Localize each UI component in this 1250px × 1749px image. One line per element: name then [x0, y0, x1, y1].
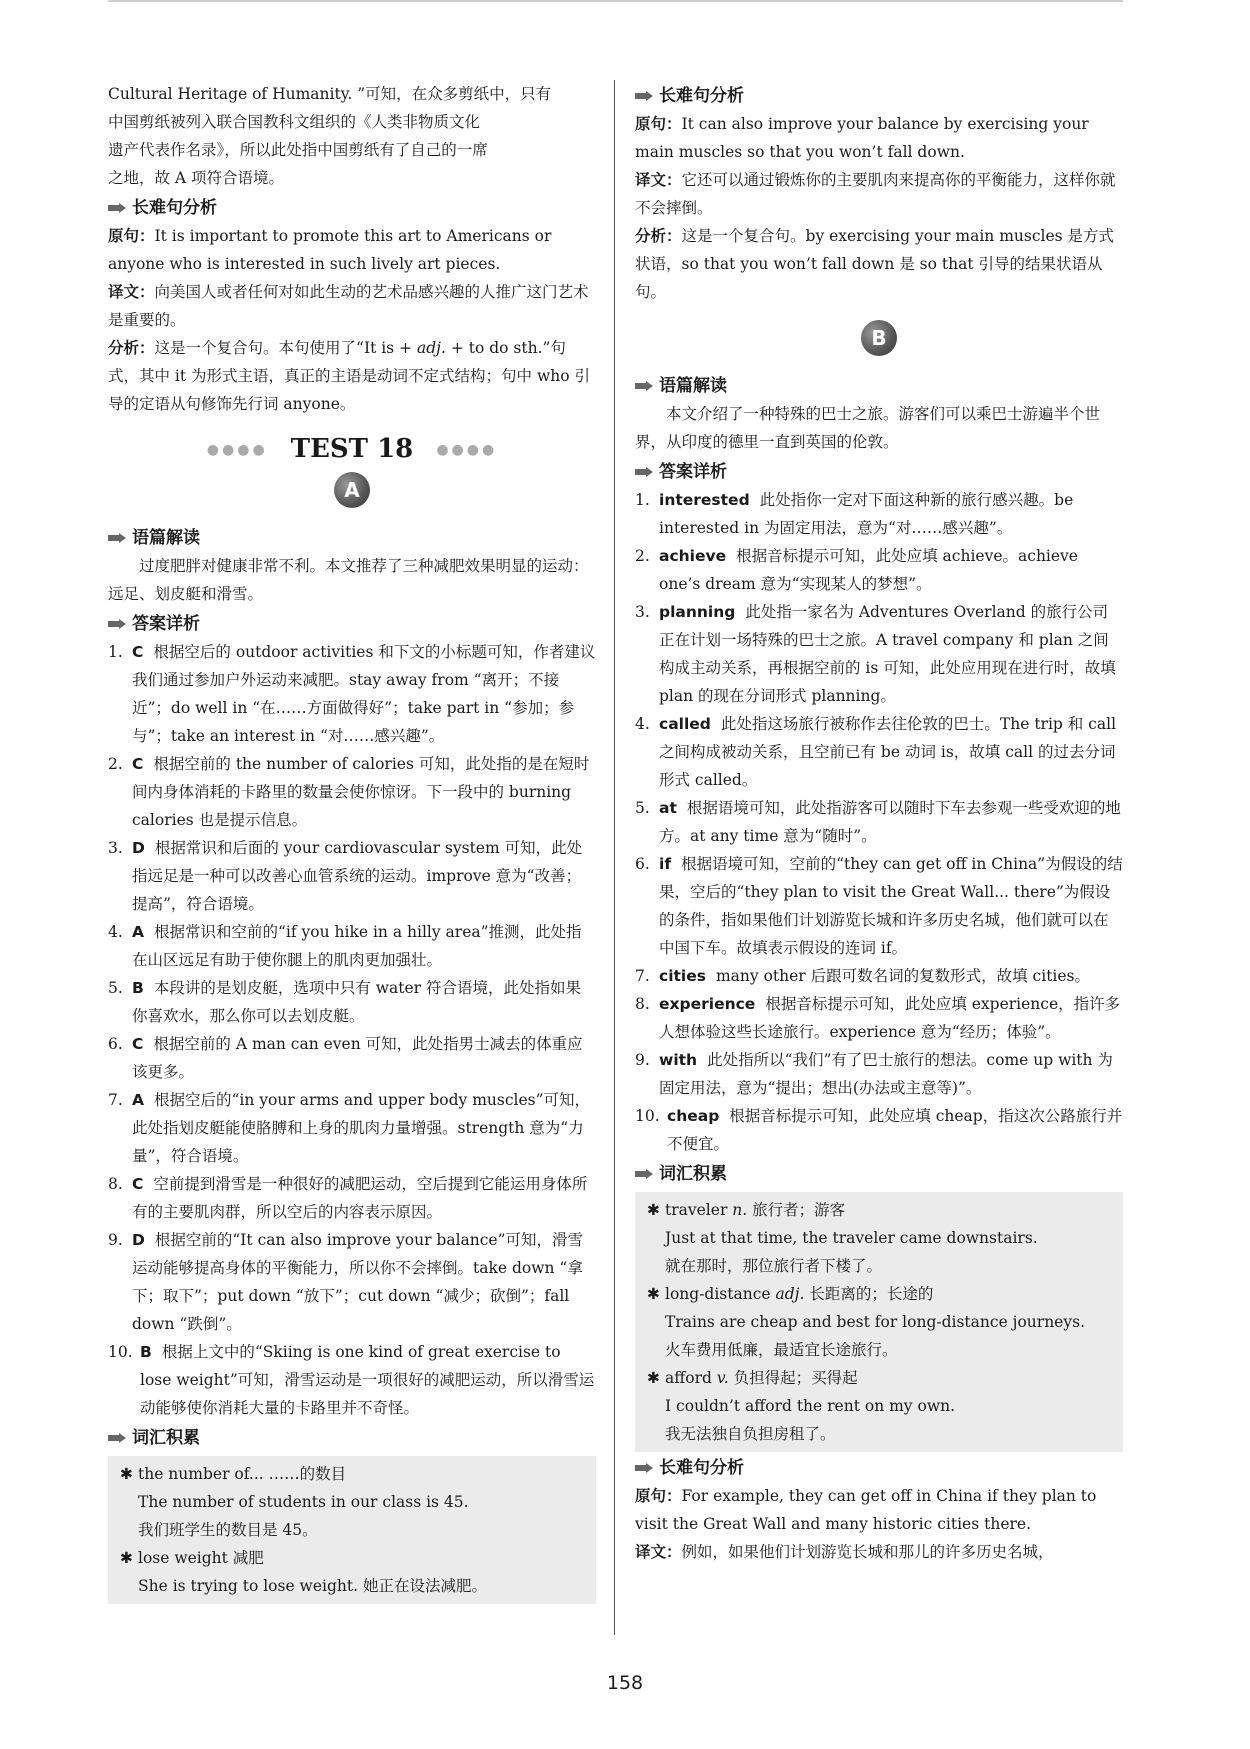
answer-number: 9. — [635, 1051, 650, 1069]
answer-explanation: 此处指所以“我们”有了巴士旅行的想法。come up with 为固定用法，意为“提出；想出(办法或主意等)”。 — [659, 1051, 1113, 1097]
answer-number: 8. — [108, 1175, 123, 1193]
answer-key: experience — [659, 995, 756, 1013]
vocab-word: long-distance — [665, 1285, 771, 1303]
answer-number: 3. — [108, 839, 123, 857]
original-sentence: 原句：It is important to promote this art to Americans or anyone who is interested in such lively art pieces. — [108, 227, 552, 273]
answer-explanation: 根据语境可知，空前的“they can get off in China”为假设的结果，空后的“they plan to visit the Great Wall... there”为假设的条件，指如果他们计划游览长城和许多历史名城，他们就可以在中国下车。故填表示假设的连词 if。 — [659, 855, 1123, 957]
intro-line: 之地，故 A 项符合语境。 — [108, 169, 285, 187]
answer-item — [108, 1338, 596, 1422]
answer-item — [108, 1170, 596, 1226]
answer-body — [132, 638, 596, 750]
pencil-icon — [635, 90, 653, 102]
answer-body — [659, 710, 1123, 794]
asterisk-icon: ✱ — [647, 1369, 660, 1387]
section-heading-long-sentence: 长难句分析 — [108, 194, 596, 222]
answer-explanation: 此处指一家名为 Adventures Overland 的旅行公司正在计划一场特殊的巴士之旅。A travel company 和 plan 之间构成主动关系，再根据空前的 is 可知，此处应用现在进行时，故填 plan 的现在分词形式 planning。 — [659, 603, 1116, 705]
section-heading-passage: 语篇解读 — [635, 372, 1123, 400]
answer-body — [659, 1046, 1123, 1102]
translation: 译文：它还可以通过锻炼你的主要肌肉来提高你的平衡能力，这样你就不会摔倒。 — [635, 171, 1116, 217]
vocab-meaning: 旅行者；游客 — [752, 1201, 846, 1219]
answer-number: 1. — [108, 643, 123, 661]
answer-explanation: 根据常识和空前的“if you hike in a hilly area”推测，此处指在山区远足有助于使你腿上的肌肉更加强壮。 — [132, 923, 582, 969]
answer-key: cities — [659, 967, 706, 985]
section-heading-answers: 答案详析 — [635, 458, 1123, 486]
answer-body — [140, 1338, 596, 1422]
answer-key: C — [132, 1175, 144, 1193]
passage-summary: 本文介绍了一种特殊的巴士之旅。游客们可以乘巴士游遍半个世界，从印度的德里一直到英国的伦敦。 — [635, 405, 1101, 451]
intro-line: 遗产代表作名录》，所以此处指中国剪纸有了自己的一席 — [108, 141, 488, 159]
answer-item — [108, 918, 596, 974]
vocab-meaning: 负担得起；买得起 — [733, 1369, 858, 1387]
analysis: 分析：这是一个复合句。本句使用了“It is + adj. + to do sth.”句式，其中 it 为形式主语，真正的主语是动词不定式结构；句中 who 引导的定语从句修饰先行词 anyone。 — [108, 339, 590, 413]
answer-body — [132, 974, 596, 1030]
answer-number: 5. — [108, 979, 123, 997]
section-heading-long-sentence: 长难句分析 — [635, 82, 1123, 110]
answer-explanation: 根据常识和后面的 your cardiovascular system 可知，此处指远足是一种可以改善心血管系统的运动。improve 意为“改善；提高”，符合语境。 — [132, 839, 583, 913]
pencil-icon — [635, 1462, 653, 1474]
answer-key: interested — [659, 491, 750, 509]
answer-key: B — [132, 979, 144, 997]
vocab-term-body — [665, 1364, 858, 1392]
answer-number: 6. — [108, 1035, 123, 1053]
right-column — [635, 80, 1123, 1566]
section-heading-vocab: 词汇积累 — [635, 1160, 1123, 1188]
section-heading-passage: 语篇解读 — [108, 524, 596, 552]
pencil-icon — [635, 1168, 653, 1180]
asterisk-icon: ✱ — [120, 1465, 133, 1483]
answer-item — [108, 1030, 596, 1086]
original-sentence: 原句：For example, they can get off in China if they plan to visit the Great Wall and many historic cities there. — [635, 1487, 1097, 1533]
asterisk-icon: ✱ — [647, 1285, 660, 1303]
answer-number: 7. — [635, 967, 650, 985]
vocab-box — [635, 1192, 1123, 1452]
answer-list — [635, 486, 1123, 1158]
part-badge: A — [334, 472, 370, 508]
vocab-translation: 我们班学生的数目是 45。 — [138, 1521, 318, 1539]
answer-item — [635, 710, 1123, 794]
answer-key: D — [132, 1231, 145, 1249]
answer-body — [132, 750, 596, 834]
answer-key: achieve — [659, 547, 727, 565]
answer-number: 2. — [108, 755, 123, 773]
answer-item — [635, 962, 1123, 990]
answer-body — [132, 1086, 596, 1170]
answer-key: D — [132, 839, 145, 857]
answer-number: 2. — [635, 547, 650, 565]
answer-number: 4. — [108, 923, 123, 941]
pencil-icon — [635, 466, 653, 478]
intro-line: Cultural Heritage of Humanity. ”可知，在众多剪纸中，只有 — [108, 85, 552, 103]
answer-item — [635, 794, 1123, 850]
answer-item — [108, 974, 596, 1030]
analysis: 分析：这是一个复合句。by exercising your main muscles 是方式状语，so that you won’t fall down 是 so that 引导的结果状语从句。 — [635, 227, 1115, 301]
answer-explanation: 根据音标提示可知，此处应填 achieve。achieve one’s dream 意为“实现某人的梦想”。 — [659, 547, 1078, 593]
column-divider — [614, 80, 615, 1635]
answer-explanation: 根据空后的 outdoor activities 和下文的小标题可知，作者建议我们通过参加户外运动来减肥。stay away from “离开；不接近”；do well in “在……方面做得好”；take part in “参加；参与”；take an interest in “对……感兴趣”。 — [132, 643, 596, 745]
answer-item — [108, 1226, 596, 1338]
section-heading-answers: 答案详析 — [108, 610, 596, 638]
answer-key: C — [132, 1035, 144, 1053]
answer-explanation: 根据音标提示可知，此处应填 cheap，指这次公路旅行并不便宜。 — [667, 1107, 1123, 1153]
vocab-pos: adj. — [775, 1285, 805, 1303]
answer-key: called — [659, 715, 711, 733]
vocab-term — [647, 1196, 1113, 1224]
vocab-term: ✱ lose weight 减肥 — [120, 1544, 586, 1572]
answer-number: 9. — [108, 1231, 123, 1249]
left-column — [108, 80, 596, 1604]
original-sentence: 原句：It can also improve your balance by exercising your main muscles so that you won’t fall down. — [635, 115, 1089, 161]
answer-item — [635, 1046, 1123, 1102]
answer-body — [132, 1170, 596, 1226]
pencil-icon — [108, 532, 126, 544]
answer-body — [659, 542, 1123, 598]
intro-line: 中国剪纸被列入联合国教科文组织的《人类非物质文化 — [108, 113, 481, 131]
test-title: ●●●● TEST 18 ●●●● — [206, 434, 498, 464]
answer-key: planning — [659, 603, 736, 621]
answer-number: 7. — [108, 1091, 123, 1109]
answer-item — [108, 750, 596, 834]
answer-explanation: 根据音标提示可知，此处应填 experience，指许多人想体验这些长途旅行。experience 意为“经历；体验”。 — [659, 995, 1121, 1041]
pencil-icon — [108, 202, 126, 214]
answer-explanation: 根据空前的 the number of calories 可知，此处指的是在短时间内身体消耗的卡路里的数量会使你惊讶。下一段中的 burning calories 也是提示信息。 — [132, 755, 590, 829]
answer-key: at — [659, 799, 677, 817]
vocab-box — [108, 1456, 596, 1604]
answer-number: 10. — [108, 1343, 133, 1361]
answer-explanation: 空前提到滑雪是一种很好的减肥运动，空后提到它能运用身体所有的主要肌肉群，所以空后的内容表示原因。 — [132, 1175, 588, 1221]
answer-explanation: 根据空前的 A man can even 可知，此处指男士减去的体重应该更多。 — [132, 1035, 583, 1081]
vocab-term-body — [665, 1280, 933, 1308]
answer-item — [635, 990, 1123, 1046]
answer-body — [659, 962, 1123, 990]
answer-body — [132, 834, 596, 918]
vocab-example: I couldn’t afford the rent on my own. — [665, 1397, 955, 1415]
answer-explanation: 根据语境可知，此处指游客可以随时下车去参观一些受欢迎的地方。at any time 意为“随时”。 — [659, 799, 1121, 845]
answer-explanation: 根据上文中的“Skiing is one kind of great exercise to lose weight”可知，滑雪运动是一项很好的减肥运动，所以滑雪运动能够使你消耗大量的卡路里并不奇怪。 — [140, 1343, 595, 1417]
answer-number: 5. — [635, 799, 650, 817]
answer-explanation: 此处指你一定对下面这种新的旅行感兴趣。be interested in 为固定用法，意为“对……感兴趣”。 — [659, 491, 1074, 537]
vocab-example: She is trying to lose weight. 她正在设法减肥。 — [138, 1577, 487, 1595]
answer-key: C — [132, 755, 144, 773]
answer-explanation: 本段讲的是划皮艇，选项中只有 water 符合语境，此处指如果你喜欢水，那么你可以去划皮艇。 — [132, 979, 582, 1025]
part-badge: B — [861, 320, 897, 356]
vocab-term: ✱ the number of... ……的数目 — [120, 1460, 586, 1488]
answer-body — [659, 850, 1123, 962]
answer-key: with — [659, 1051, 698, 1069]
page-number: 158 — [606, 1672, 644, 1694]
answer-number: 4. — [635, 715, 650, 733]
pencil-icon — [108, 618, 126, 630]
answer-key: if — [659, 855, 672, 873]
vocab-translation: 火车费用低廉，最适宜长途旅行。 — [665, 1341, 898, 1359]
answer-key: A — [132, 1091, 144, 1109]
answer-key: A — [132, 923, 144, 941]
vocab-translation: 就在那时，那位旅行者下楼了。 — [665, 1257, 883, 1275]
vocab-meaning: 长距离的；长途的 — [809, 1285, 934, 1303]
pencil-icon — [108, 1432, 126, 1444]
top-rule — [108, 0, 1123, 2]
answer-number: 3. — [635, 603, 650, 621]
answer-item — [635, 1102, 1123, 1158]
answer-key: B — [140, 1343, 152, 1361]
translation: 译文：向美国人或者任何对如此生动的艺术品感兴趣的人推广这门艺术是重要的。 — [108, 283, 589, 329]
answer-item — [635, 850, 1123, 962]
answer-item — [108, 638, 596, 750]
vocab-term-body — [665, 1196, 845, 1224]
vocab-word: traveler — [665, 1201, 728, 1219]
asterisk-icon: ✱ — [120, 1549, 133, 1567]
answer-item — [635, 542, 1123, 598]
answer-body — [659, 598, 1123, 710]
answer-number: 8. — [635, 995, 650, 1013]
answer-list — [108, 638, 596, 1422]
answer-number: 6. — [635, 855, 650, 873]
vocab-example: Just at that time, the traveler came downstairs. — [665, 1229, 1038, 1247]
vocab-example: Trains are cheap and best for long-distance journeys. — [665, 1313, 1085, 1331]
answer-explanation: many other 后跟可数名词的复数形式，故填 cities。 — [715, 967, 1091, 985]
answer-body — [132, 918, 596, 974]
section-heading-vocab: 词汇积累 — [108, 1424, 596, 1452]
answer-body — [659, 486, 1123, 542]
vocab-example: The number of students in our class is 45. — [138, 1493, 469, 1511]
vocab-pos: v. — [716, 1369, 729, 1387]
answer-body — [667, 1102, 1123, 1158]
section-heading-long-sentence-2: 长难句分析 — [635, 1454, 1123, 1482]
vocab-word: afford — [665, 1369, 712, 1387]
passage-summary: 过度肥胖对健康非常不利。本文推荐了三种减肥效果明显的运动：远足、划皮艇和滑雪。 — [108, 557, 589, 603]
answer-explanation: 此处指这场旅行被称作去往伦敦的巴士。The trip 和 call 之间构成被动关系，且空前已有 be 动词 is，故填 call 的过去分词形式 called。 — [659, 715, 1117, 789]
answer-number: 10. — [635, 1107, 660, 1125]
answer-item — [108, 1086, 596, 1170]
translation: 译文：例如，如果他们计划游览长城和那儿的许多历史名城， — [635, 1543, 1054, 1561]
answer-key: C — [132, 643, 144, 661]
vocab-pos: n. — [732, 1201, 748, 1219]
intro-paragraph — [108, 80, 596, 192]
answer-body — [132, 1030, 596, 1086]
vocab-translation: 我无法独自负担房租了。 — [665, 1425, 836, 1443]
asterisk-icon: ✱ — [647, 1201, 660, 1219]
answer-number: 1. — [635, 491, 650, 509]
answer-body — [659, 794, 1123, 850]
vocab-term — [647, 1364, 1113, 1392]
answer-item — [635, 598, 1123, 710]
pencil-icon — [635, 380, 653, 392]
answer-explanation: 根据空前的“It can also improve your balance”可知，滑雪运动能够提高身体的平衡能力，所以你不会摔倒。take down “拿下；取下”；put down “放下”；cut down “减少；砍倒”；fall down “跌倒”。 — [132, 1231, 584, 1333]
answer-body — [132, 1226, 596, 1338]
answer-item — [635, 486, 1123, 542]
answer-explanation: 根据空后的“in your arms and upper body muscles”可知，此处指划皮艇能使胳膊和上身的肌肉力量增强。strength 意为“力量”，符合语境。 — [132, 1091, 591, 1165]
answer-body — [659, 990, 1123, 1046]
answer-item — [108, 834, 596, 918]
answer-key: cheap — [667, 1107, 720, 1125]
vocab-term — [647, 1280, 1113, 1308]
